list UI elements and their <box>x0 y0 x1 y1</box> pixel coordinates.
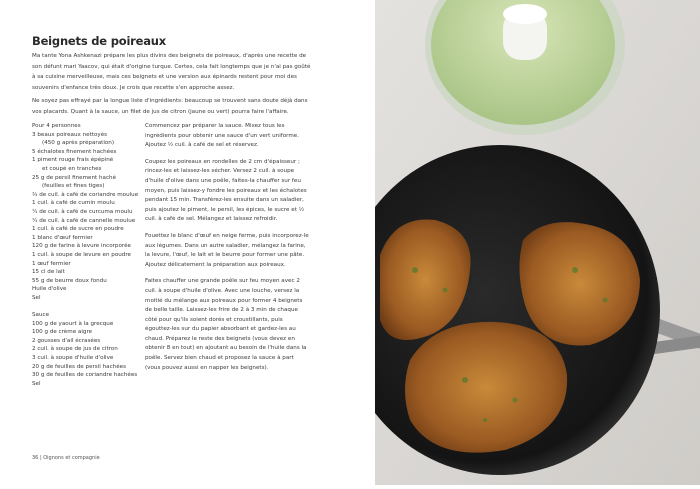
fritter <box>519 222 640 345</box>
ingredient-item: 15 cl de lait <box>32 269 65 276</box>
recipe-intro <box>32 51 312 120</box>
ingredient-item: Huile d'olive <box>32 286 67 293</box>
ingredient-item: (450 g après préparation) <box>42 140 115 147</box>
sauce-ingredient-item: 2 cuil. à soupe de jus de citron <box>32 346 118 353</box>
ingredient-item: Sel <box>32 294 41 301</box>
step-paragraph: Faites chauffer une grande poêle sur feu moyen avec 2 cuil. à soupe d'huile d'olive. Avec une louche, versez la moitié du mélange aux poireaux pour former 4 beignets de belle taille. Laissez-les frire de 2 à 3 min de chaque côté pour qu'ils soient dorés et croustillants, puis égouttez-les sur du papier absorbant et gardez-les au chaud. Préparez le reste des beignets (vous devez en obtenir 8 en tout) en ajoutant au besoin de l'huile dans la poêle. Servez bien chaud et proposez la sauce à part (vous pouvez aussi en napper les beignets). <box>145 278 307 371</box>
page-footer: 36 | Oignons et compagnie <box>32 455 100 461</box>
ingredient-item: 1 blanc d'œuf fermier <box>32 234 93 241</box>
ingredient-item: 1 cuil. à café de cumin moulu <box>32 200 115 207</box>
ingredient-item: 5 échalotes finement hachées <box>32 148 117 155</box>
ingredient-item: 1 cuil. à soupe de levure en poudre <box>32 251 131 258</box>
sauce-ingredient-item: 20 g de feuilles de persil hachées <box>32 363 127 370</box>
ingredient-item: 55 g de beurre doux fondu <box>32 277 107 284</box>
recipe-steps <box>145 122 310 380</box>
sauce-ingredient-item: 2 gousses d'ail écrasées <box>32 337 101 344</box>
ingredient-item: 1 œuf fermier <box>32 260 71 267</box>
ingredient-item: ¾ de cuil. à café de coriandre moulue <box>32 191 139 198</box>
recipe-title: Beignets de poireaux <box>32 34 167 48</box>
ingredient-item: ¼ de cuil. à café de cannelle moulue <box>32 217 136 224</box>
ingredient-item: 25 g de persil finement haché <box>32 174 117 181</box>
step-paragraph: Coupez les poireaux en rondelles de 2 cm d'épaisseur ; rincez-les et laissez-les sécher. Versez 2 cuil. à soupe d'huile d'olive dans une poêle, faites-la chauffer sur feu moyen, puis laissez-y fondre les poireaux et les échalotes pendant 15 min. Transférez-les ensuite dans un saladier, puis ajoutez le piment, le persil, les épices, le sucre et ½ cuil. à café de sel. Mélangez et laissez refroidir. <box>145 158 307 223</box>
ingredient-item: Pour 4 personnes <box>32 123 81 129</box>
sauce-ingredient-item: 100 g de yaourt à la grecque <box>32 320 114 327</box>
spacer <box>32 302 144 311</box>
recipe-photo <box>375 0 700 485</box>
ingredient-item: et coupé en tranches <box>42 165 102 172</box>
sauce-heading: Sauce <box>32 312 50 319</box>
ingredient-item: 120 g de farine à levure incorporée <box>32 243 131 250</box>
sauce-ingredient-item: 3 cuil. à soupe d'huile d'olive <box>32 355 114 362</box>
step-paragraph: Fouettez le blanc d'œuf en neige ferme, puis incorporez-le aux légumes. Dans un autre saladier, mélangez la farine, la levure, l'œuf, le lait et le beurre pour former une pâte. Ajoutez délicatement la préparation aux poireaux. <box>145 232 309 268</box>
ingredient-item: ¼ de cuil. à café de curcuma moulu <box>32 208 133 215</box>
sauce-ingredient-item: Sel <box>32 380 41 387</box>
intro-paragraph: Ne soyez pas effrayé par la longue liste d'ingrédients: beaucoup se trouvent sans doute déjà dans vos placards. Quant à la sauce, un filet de jus de citron (jaune ou vert) pourra faire l'affaire. <box>32 98 308 115</box>
ingredient-item: 3 beaux poireaux nettoyés <box>32 131 108 138</box>
step-paragraph: Commencez par préparer la sauce. Mixez tous les ingrédients pour obtenir une sauce d'un vert uniforme. Ajoutez ½ cuil. à café de sel et réservez. <box>145 123 300 149</box>
intro-paragraph: Ma tante Yona Ashkenazi prépare les plus divins des beignets de poireaux, d'après une recette de son défunt mari Yaacov, qui était d'origine turque. Certes, cela fait longtemps que je n'ai pas goûté à sa cuisine merveilleuse, mais ces beignets et une version aux épinards restent pour moi des souvenirs d'enfance très doux. Je crois que recette s'en approche assez. <box>32 53 311 91</box>
ingredient-item: 1 piment rouge frais épépiné <box>32 157 114 164</box>
ingredient-item: (feuilles et fines tiges) <box>42 183 105 190</box>
ingredient-item: 1 cuil. à café de sucre en poudre <box>32 226 124 233</box>
sauce-ingredient-item: 30 g de feuilles de coriandre hachées <box>32 372 138 379</box>
sauce-ingredient-item: 100 g de crème aigre <box>32 329 93 336</box>
ingredients-list <box>32 122 144 388</box>
